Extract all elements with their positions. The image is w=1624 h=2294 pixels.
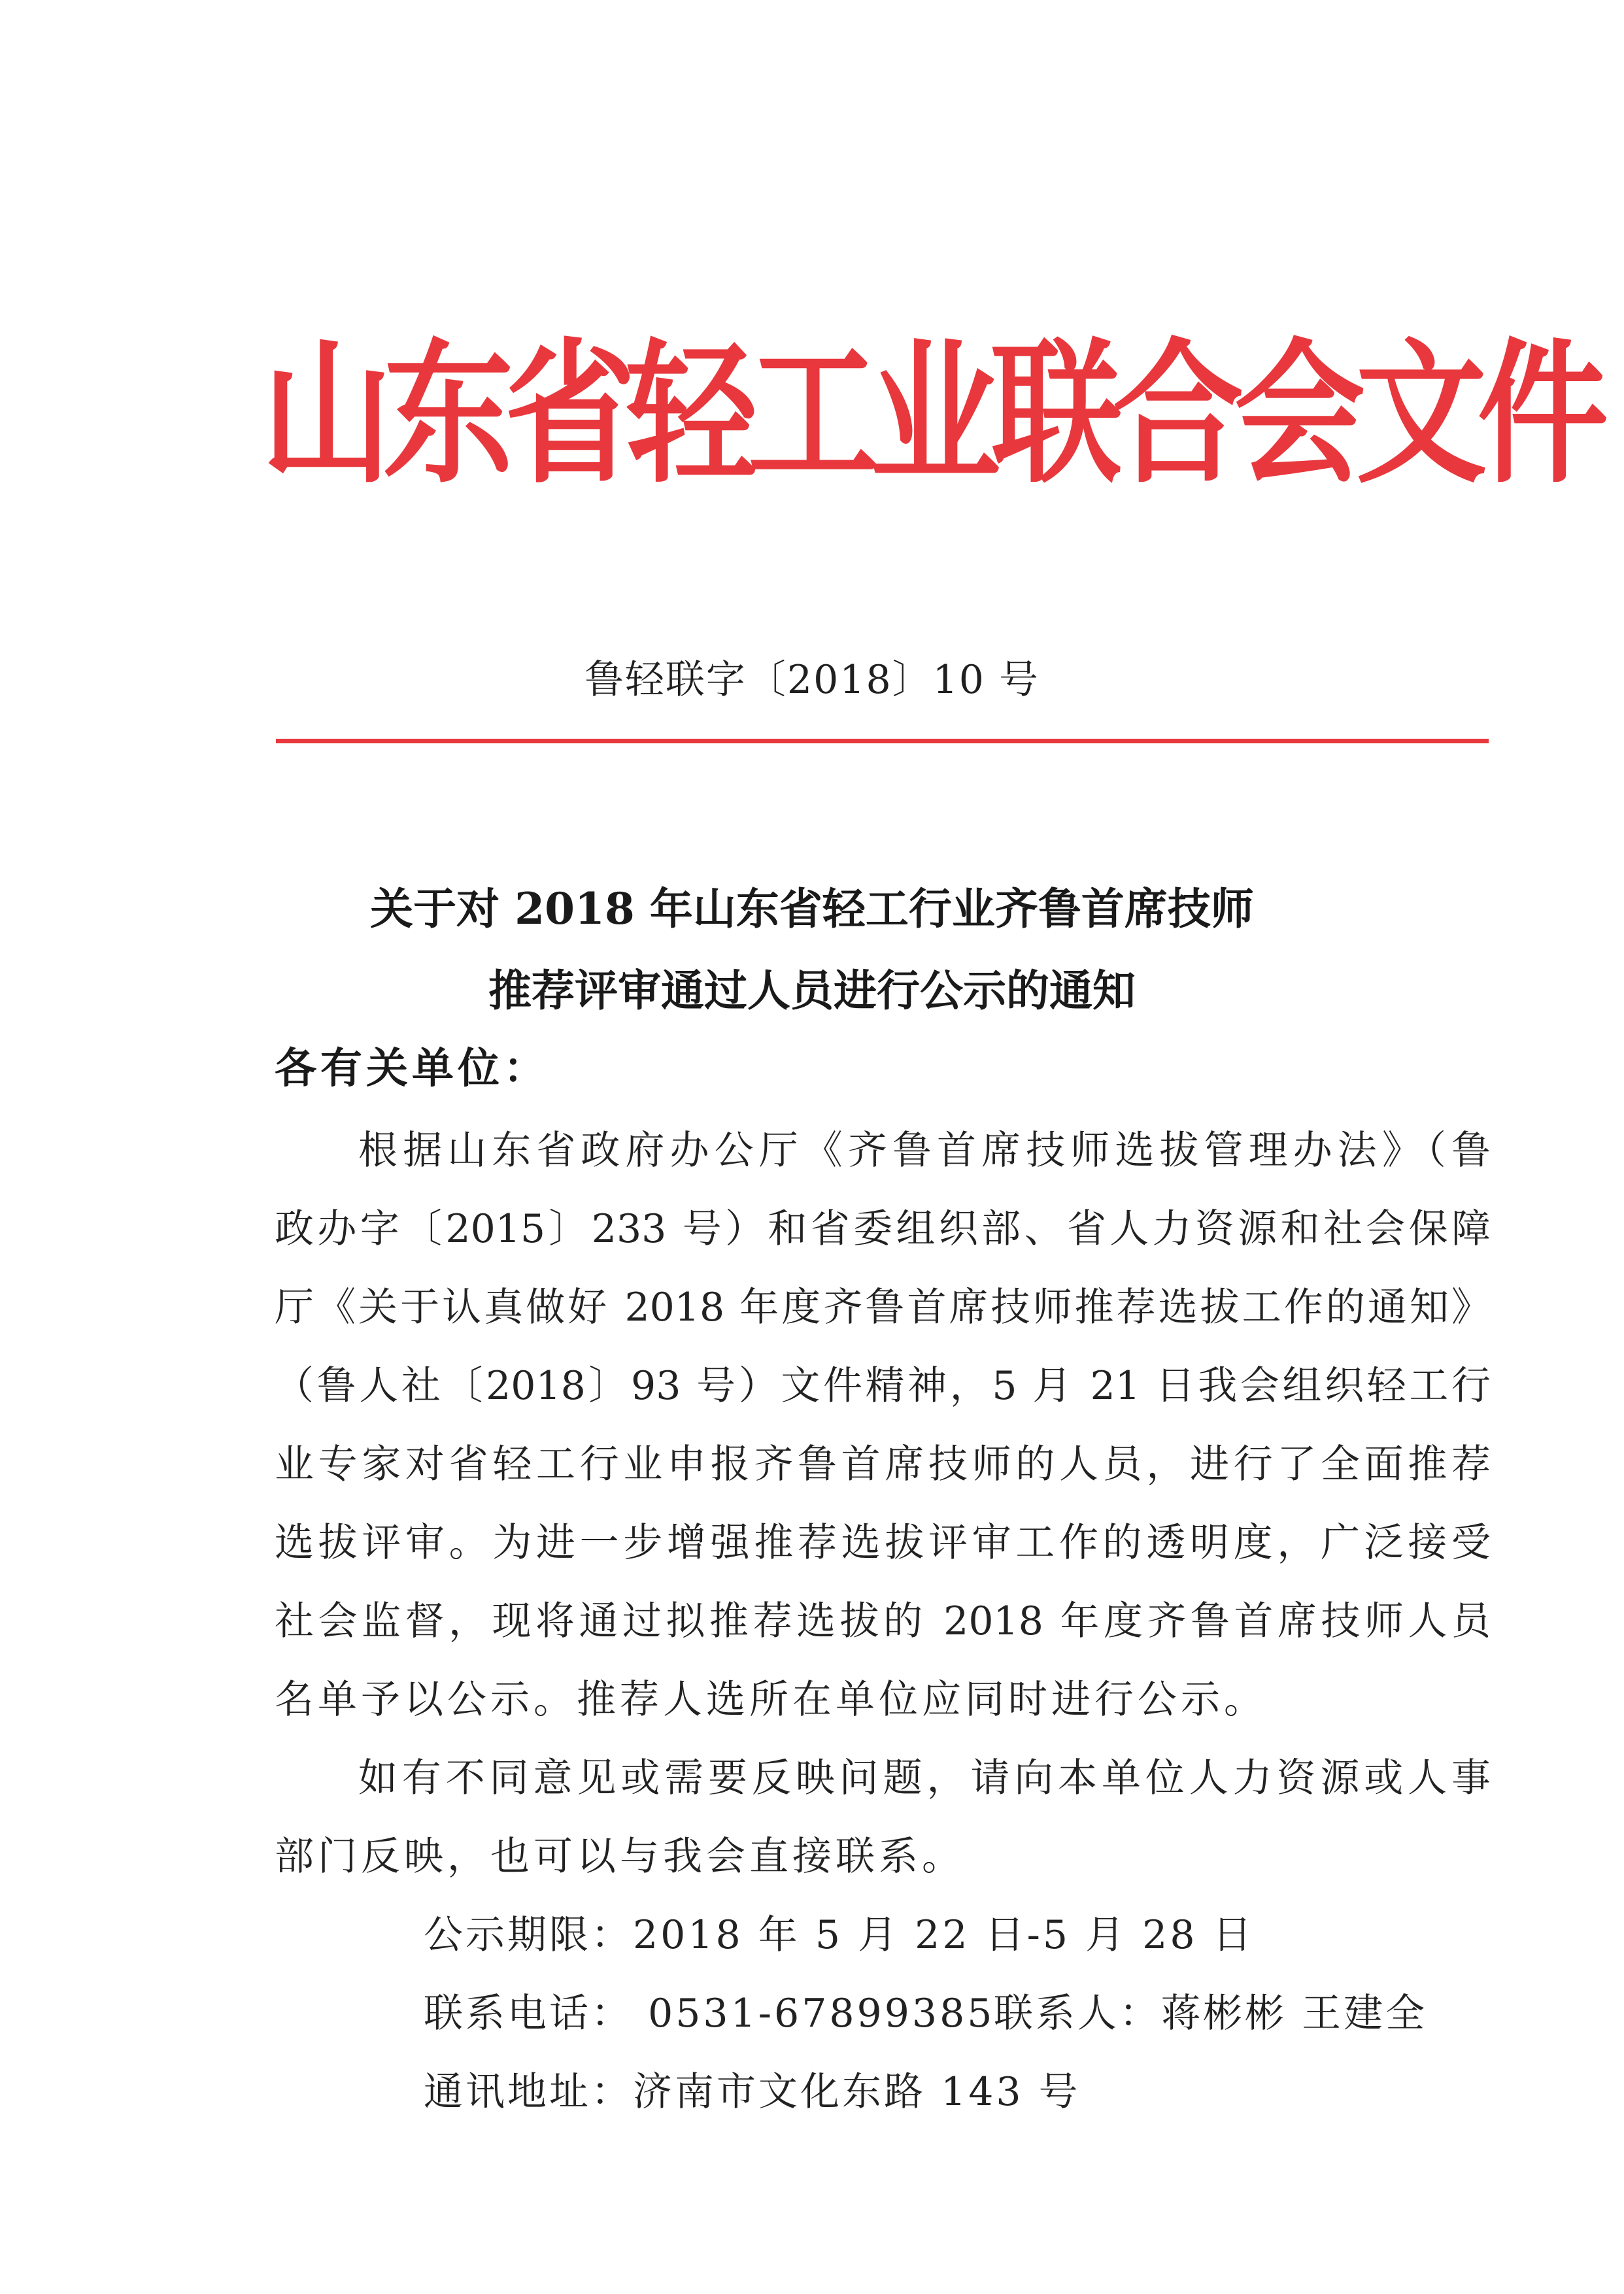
body-paragraph-1-line: 根据山东省政府办公厅《齐鲁首席技师选拔管理办法》（鲁 — [358, 1128, 1491, 1173]
body-paragraph-1-line: 政办字〔2015〕233 号）和省委组织部、省人力资源和社会保障 — [275, 1206, 1491, 1252]
body-paragraph-1-line: 业专家对省轻工行业申报齐鲁首席技师的人员，进行了全面推荐 — [275, 1442, 1491, 1487]
red-divider-rule — [276, 739, 1489, 743]
body-paragraph-2-line: 如有不同意见或需要反映问题，请向本单位人力资源或人事 — [358, 1755, 1491, 1801]
body-paragraph-1-line: 名单予以公示。推荐人选所在单位应同时进行公示。 — [275, 1677, 1267, 1723]
notice-title-line-2: 推荐评审通过人员进行公示的通知 — [488, 965, 1136, 1016]
body-paragraph-1-line: 选拔评审。为进一步增强推荐选拔评审工作的透明度，广泛接受 — [275, 1520, 1491, 1566]
document-number: 鲁轻联字〔2018〕10 号 — [584, 657, 1040, 703]
contact-persons: 联系人：蒋彬彬 王建全 — [994, 1991, 1428, 2036]
salutation: 各有关单位： — [275, 1044, 549, 1093]
masthead-title: 山东省轻工业联合会文件 — [262, 324, 1600, 505]
contact-phone: 联系电话： 0531-67899385 — [424, 1991, 995, 2036]
body-paragraph-1-line: 厅《关于认真做好 2018 年度齐鲁首席技师推荐选拔工作的通知》 — [275, 1285, 1491, 1330]
body-paragraph-2-line: 部门反映，也可以与我会直接联系。 — [275, 1834, 965, 1880]
mailing-address: 通讯地址：济南市文化东路 143 号 — [424, 2069, 1081, 2115]
body-paragraph-1-line: （鲁人社〔2018〕93 号）文件精神，5 月 21 日我会组织轻工行 — [275, 1363, 1491, 1409]
body-paragraph-1-line: 社会监督，现将通过拟推荐选拔的 2018 年度齐鲁首席技师人员 — [275, 1598, 1491, 1644]
announcement-period: 公示期限：2018 年 5 月 22 日-5 月 28 日 — [424, 1912, 1255, 1958]
notice-title-line-1: 关于对 2018 年山东省轻工行业齐鲁首席技师 — [370, 883, 1254, 934]
